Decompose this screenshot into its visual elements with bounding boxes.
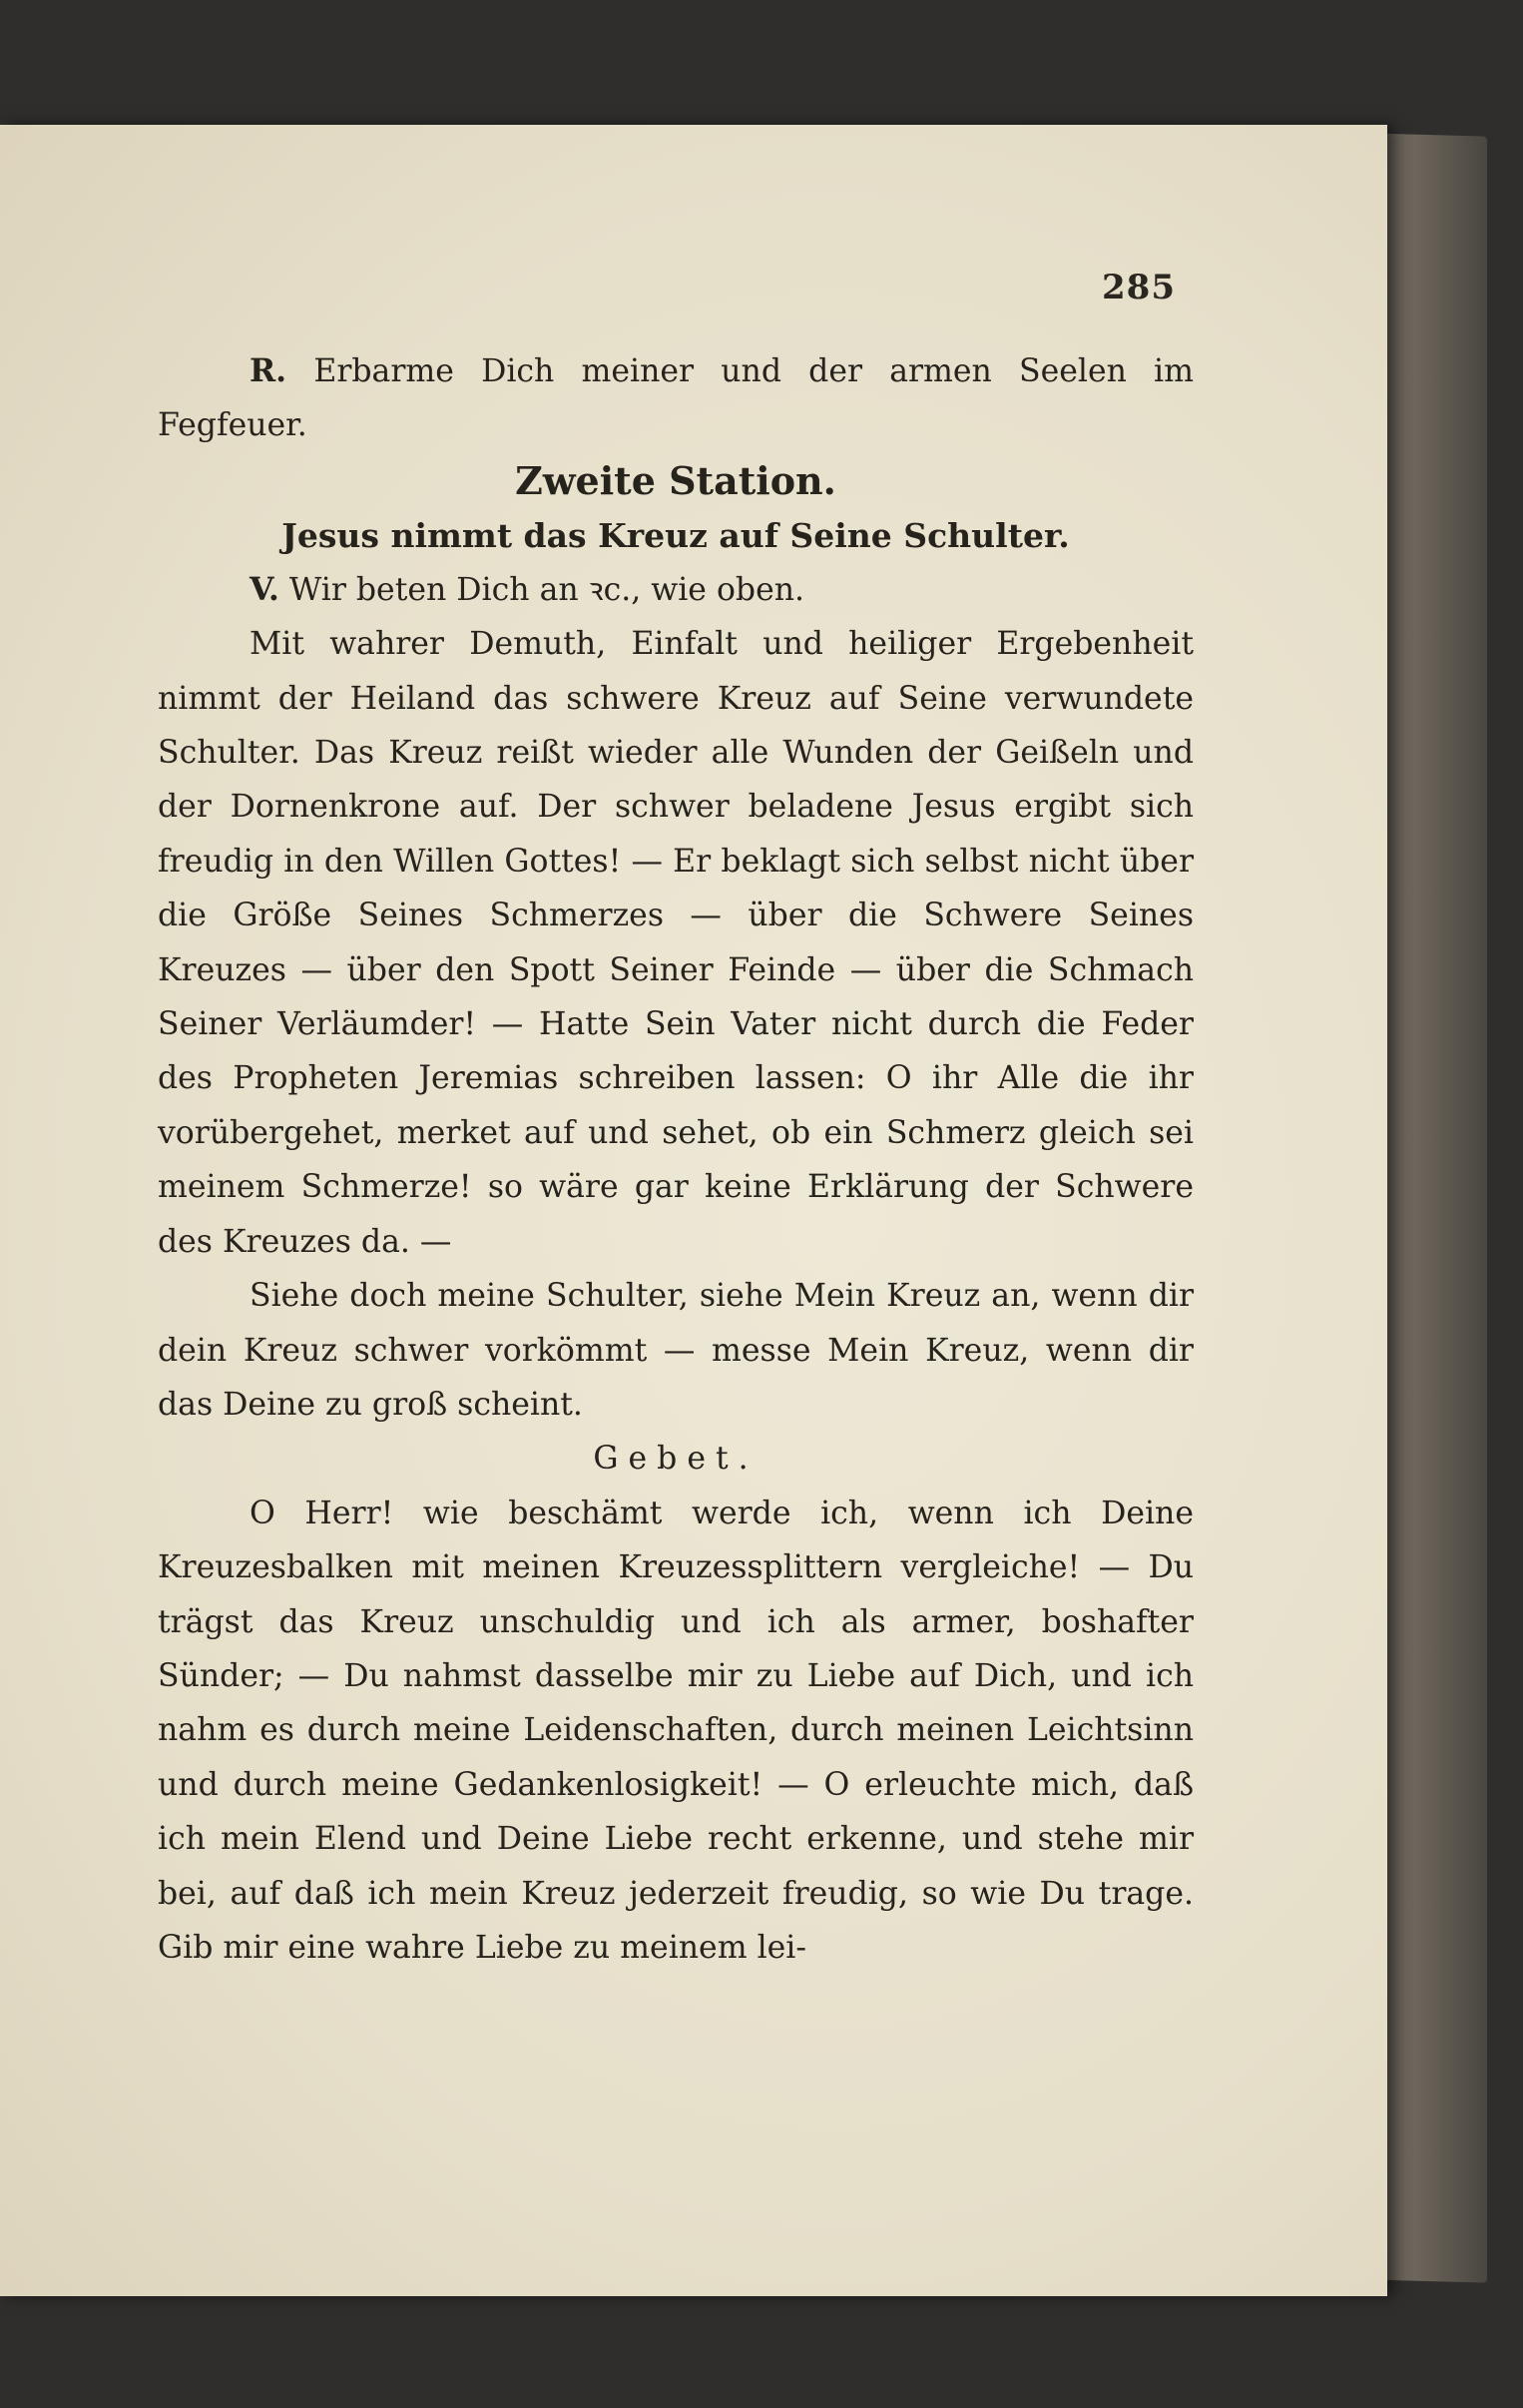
- page-number: 285: [1102, 268, 1176, 307]
- prayer-paragraph: O Herr! wie beschämt werde ich, wenn ich Deine Kreuzesbalken mit meinen Kreuzessplittern vergleiche! — Du trägst das Kreuz unschuldig und ich als armer, boshafter Sünder; — Du nahmst dasselbe mir zu Liebe auf Dich, und ich nahm es durch meine Leidenschaften, durch meinen Leichtsinn und durch meine Gedankenlosigkeit! — O erleuchte mich, daß ich mein Elend und Deine Liebe recht erkenne, und stehe mir bei, auf daß ich mein Kreuz jederzeit freudig, so wie Du trage. Gib mir eine wahre Liebe zu meinem lei-: [158, 1495, 1194, 1966]
- station-subtitle: Jesus nimmt das Kreuz auf Seine Schulter.: [281, 515, 1070, 555]
- versicle-text: Wir beten Dich an ꝛc., wie oben.: [288, 571, 805, 608]
- meditation-paragraph-1: Mit wahrer Demuth, Einfalt und heiliger Ergebenheit nimmt der Heiland das schwere Kreuz auf Seine verwundete Schulter. Das Kreuz reißt wieder alle Wunden der Geißeln und der Dornenkrone auf. Der schwer beladene Jesus ergibt sich freudig in den Willen Gottes! — Er beklagt sich selbst nicht über die Größe Seines Schmerzes — über die Schwere Seines Kreuzes — über den Spott Seiner Feinde — über die Schmach Seiner Verläumder! — Hatte Sein Vater nicht durch die Feder des Propheten Jeremias schreiben lassen: O ihr Alle die ihr vorübergehet, merket auf und sehet, ob ein Schmerz gleich sei meinem Schmerze! so wäre gar keine Erklärung der Schwere des Kreuzes da. —: [158, 626, 1194, 1260]
- response-prefix: R.: [250, 352, 287, 389]
- response-text: Erbarme Dich meiner und der armen Seelen im Fegfeuer.: [158, 353, 1195, 444]
- response-line: [158, 344, 1194, 453]
- meditation-paragraph-2: Siehe doch meine Schulter, siehe Mein Kreuz an, wenn dir dein Kreuz schwer vorkömmt — messe Mein Kreuz, wenn dir das Deine zu groß scheint.: [158, 1278, 1194, 1423]
- page-text: [158, 344, 1194, 1975]
- versicle-prefix: V.: [250, 570, 279, 608]
- versicle-line: [158, 563, 1194, 617]
- book-page: [0, 125, 1387, 2296]
- station-title: Zweite Station.: [515, 457, 836, 503]
- prayer-title: Gebet.: [593, 1441, 759, 1478]
